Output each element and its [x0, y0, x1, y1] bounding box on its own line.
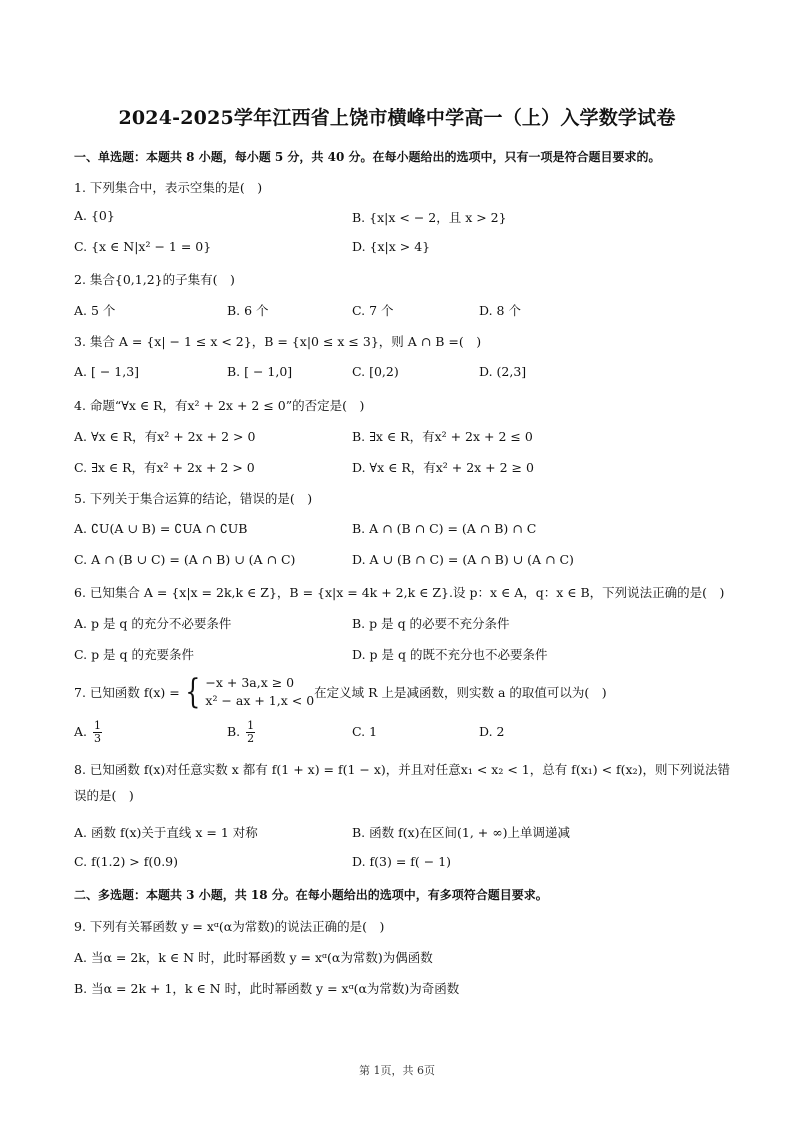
question-5: 5. 下列关于集合运算的结论，错误的是( ) [74, 491, 313, 506]
q4-option-c: C. ∃x ∈ R，有x² + 2x + 2 > 0 [74, 460, 255, 475]
fraction [93, 720, 102, 745]
q7-option-b [227, 720, 255, 745]
question-7 [74, 674, 607, 710]
left-brace-icon: { [184, 672, 201, 712]
section-header-single-choice: 一、单选题：本题共 8 小题，每小题 5 分，共 40 分。在每小题给出的选项中，只有一项是符合题目要求的。 [74, 150, 661, 164]
q7-tail: 在定义域 R 上是减函数，则实数 a 的取值可以为( ) [314, 685, 607, 700]
q1-option-c: C. {x ∈ N|x² − 1 = 0} [74, 239, 212, 254]
q4-option-d: D. ∀x ∈ R，有x² + 2x + 2 ≥ 0 [352, 460, 534, 475]
question-8: 8. 已知函数 f(x)对任意实数 x 都有 f(1 + x) = f(1 − x)，并且对任意x₁ < x₂ < 1，总有 f(x₁) < f(x₂)，则下列说法错误的是( ) [74, 762, 730, 803]
q7-option-a-label: A. [74, 724, 88, 739]
q8-option-c: C. f(1.2) > f(0.9) [74, 854, 179, 869]
q8-option-d: D. f(3) = f( − 1) [352, 854, 452, 869]
q3-option-d: D. (2,3] [479, 364, 527, 379]
q3-option-b: B. [ − 1,0] [227, 364, 293, 379]
q4-option-a: A. ∀x ∈ R，有x² + 2x + 2 > 0 [74, 429, 256, 444]
q7-option-b-label: B. [227, 724, 241, 739]
q6-option-d: D. p 是 q 的既不充分也不必要条件 [352, 647, 548, 662]
q5-option-d: D. A ∪ (B ∩ C) = (A ∩ B) ∪ (A ∩ C) [352, 552, 574, 567]
q7-piecewise-cases [205, 674, 314, 710]
q8-option-a: A. 函数 f(x)关于直线 x = 1 对称 [74, 825, 258, 840]
q5-option-a: A. ∁U(A ∪ B) = ∁UA ∩ ∁UB [74, 521, 248, 536]
question-1: 1. 下列集合中，表示空集的是( ) [74, 180, 263, 195]
q7-option-a [74, 720, 102, 745]
question-2: 2. 集合{0,1,2}的子集有( ) [74, 272, 235, 287]
section-header-multiple-choice: 二、多选题：本题共 3 小题，共 18 分。在每小题给出的选项中，有多项符合题目要求。 [74, 888, 548, 902]
q9-option-a: A. 当α = 2k，k ∈ N 时，此时幂函数 y = xᵅ(α为常数)为偶函数 [74, 950, 433, 965]
page-title: 2024-2025学年江西省上饶市横峰中学高一（上）入学数学试卷 [118, 107, 676, 129]
q4-option-b: B. ∃x ∈ R，有x² + 2x + 2 ≤ 0 [352, 429, 533, 444]
q1-option-b: B. {x|x < − 2，且 x > 2} [352, 210, 507, 225]
q8-option-b: B. 函数 f(x)在区间(1, + ∞)上单调递减 [352, 825, 571, 840]
question-9: 9. 下列有关幂函数 y = xᵅ(α为常数)的说法正确的是( ) [74, 919, 385, 934]
q7-option-c: C. 1 [352, 724, 378, 739]
q2-option-d: D. 8 个 [479, 303, 521, 318]
q7-lead: 7. 已知函数 f(x) = [74, 685, 180, 700]
fraction [246, 720, 255, 745]
q3-option-c: C. [0,2) [352, 364, 399, 379]
q1-option-d: D. {x|x > 4} [352, 239, 431, 254]
q6-option-a: A. p 是 q 的充分不必要条件 [74, 616, 232, 631]
q6-option-b: B. p 是 q 的必要不充分条件 [352, 616, 510, 631]
question-6: 6. 已知集合 A = {x|x = 2k,k ∈ Z}，B = {x|x = 4k + 2,k ∈ Z}.设 p：x ∈ A，q：x ∈ B，下列说法正确的是( ) [74, 585, 725, 600]
q5-option-b: B. A ∩ (B ∩ C) = (A ∩ B) ∩ C [352, 521, 537, 536]
q9-option-b: B. 当α = 2k + 1，k ∈ N 时，此时幂函数 y = xᵅ(α为常数)为奇函数 [74, 981, 460, 996]
question-4: 4. 命题“∀x ∈ R，有x² + 2x + 2 ≤ 0”的否定是( ) [74, 398, 365, 413]
q5-option-c: C. A ∩ (B ∪ C) = (A ∩ B) ∪ (A ∩ C) [74, 552, 296, 567]
q1-option-a: A. {0} [74, 208, 115, 223]
numerator: 1 [247, 719, 255, 732]
q2-option-a: A. 5 个 [74, 303, 116, 318]
denominator: 2 [247, 732, 255, 745]
q7-option-d: D. 2 [479, 724, 505, 739]
q7-case-1: −x + 3a,x ≥ 0 [205, 675, 295, 690]
numerator: 1 [94, 719, 101, 732]
q3-option-a: A. [ − 1,3] [74, 364, 140, 379]
q6-option-c: C. p 是 q 的充要条件 [74, 647, 194, 662]
q2-option-b: B. 6 个 [227, 303, 269, 318]
q7-case-2: x² − ax + 1,x < 0 [205, 693, 315, 708]
question-3: 3. 集合 A = {x| − 1 ≤ x < 2}，B = {x|0 ≤ x ≤ 3}，则 A ∩ B =( ) [74, 334, 482, 349]
q2-option-c: C. 7 个 [352, 303, 394, 318]
page-footer: 第 1页，共 6页 [359, 1064, 435, 1077]
denominator: 3 [94, 732, 101, 745]
